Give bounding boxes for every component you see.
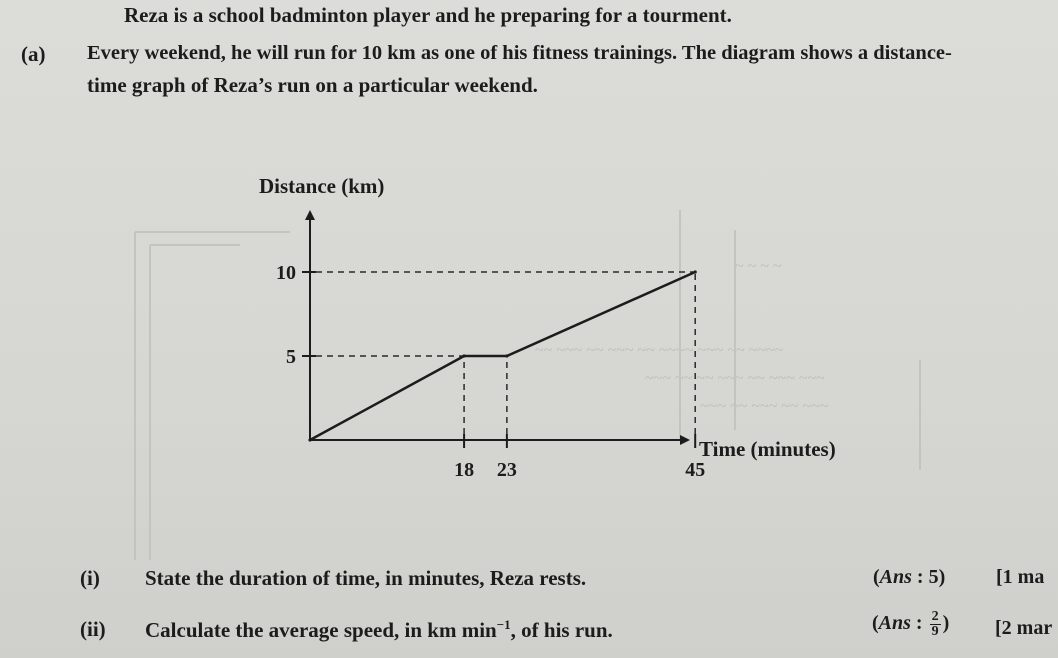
part-a-line-2: time graph of Reza’s run on a particular weekend. — [87, 73, 538, 97]
show-through-text: ~~ ~~~ ~~ ~~~ ~~ ~~~~ ~~~ ~~ ~~~~ — [535, 342, 784, 359]
x-tick-label: 23 — [496, 459, 517, 481]
question-ii-label: (ii) — [80, 617, 106, 641]
distance-line — [310, 272, 695, 440]
y-tick-label: 10 — [276, 262, 296, 284]
show-through-text: ~~~ ~~ ~~~ ~~ ~~~ — [700, 398, 829, 415]
y-tick-label: 5 — [286, 346, 296, 368]
intro-text: Reza is a school badminton player and he preparing for a tourment. — [124, 3, 732, 27]
question-i-label: (i) — [80, 566, 100, 590]
question-i-text: State the duration of time, in minutes, Reza rests. — [145, 566, 587, 590]
show-through-text: ~~~ ~~ ~~ ~~~ ~~ ~~~ ~~~ — [645, 370, 825, 387]
question-ii-marks: [2 mar — [995, 617, 1053, 639]
answer-fraction: $\frac{2}{9}$ — [931, 609, 939, 639]
unit-exponent: −1 — [496, 617, 511, 632]
question-i-marks: [1 ma — [996, 566, 1045, 588]
x-axis-title: Time (minutes) — [699, 437, 836, 461]
data-point — [308, 438, 311, 441]
question-ii-text: Calculate the average speed, in km $\min^{-1}$, of his run. — [145, 617, 613, 642]
y-axis-title: Distance (km) — [259, 174, 385, 198]
answer-label: Ans — [878, 612, 911, 635]
graph-labels — [259, 174, 836, 481]
data-point — [694, 270, 697, 273]
answer-label: Ans — [879, 566, 912, 588]
background-frame — [135, 210, 920, 560]
data-point — [462, 354, 465, 357]
x-tick-label: 45 — [685, 459, 706, 481]
show-through-text: ~ ~ ~ ~ — [735, 258, 782, 275]
part-a-line-1: Every weekend, he will run for 10 km as one of his fitness trainings. The diagram shows a distance- — [87, 42, 952, 64]
data-point — [505, 354, 508, 357]
answer-value: 5 — [928, 566, 939, 588]
part-a-label: (a) — [21, 42, 46, 66]
x-tick-label: 18 — [454, 459, 475, 481]
graph-series — [308, 270, 696, 441]
question-i-answer: (Ans : 5) — [873, 566, 946, 588]
question-ii-answer: (Ans : $\frac{2}{9}$ ) — [872, 609, 950, 639]
